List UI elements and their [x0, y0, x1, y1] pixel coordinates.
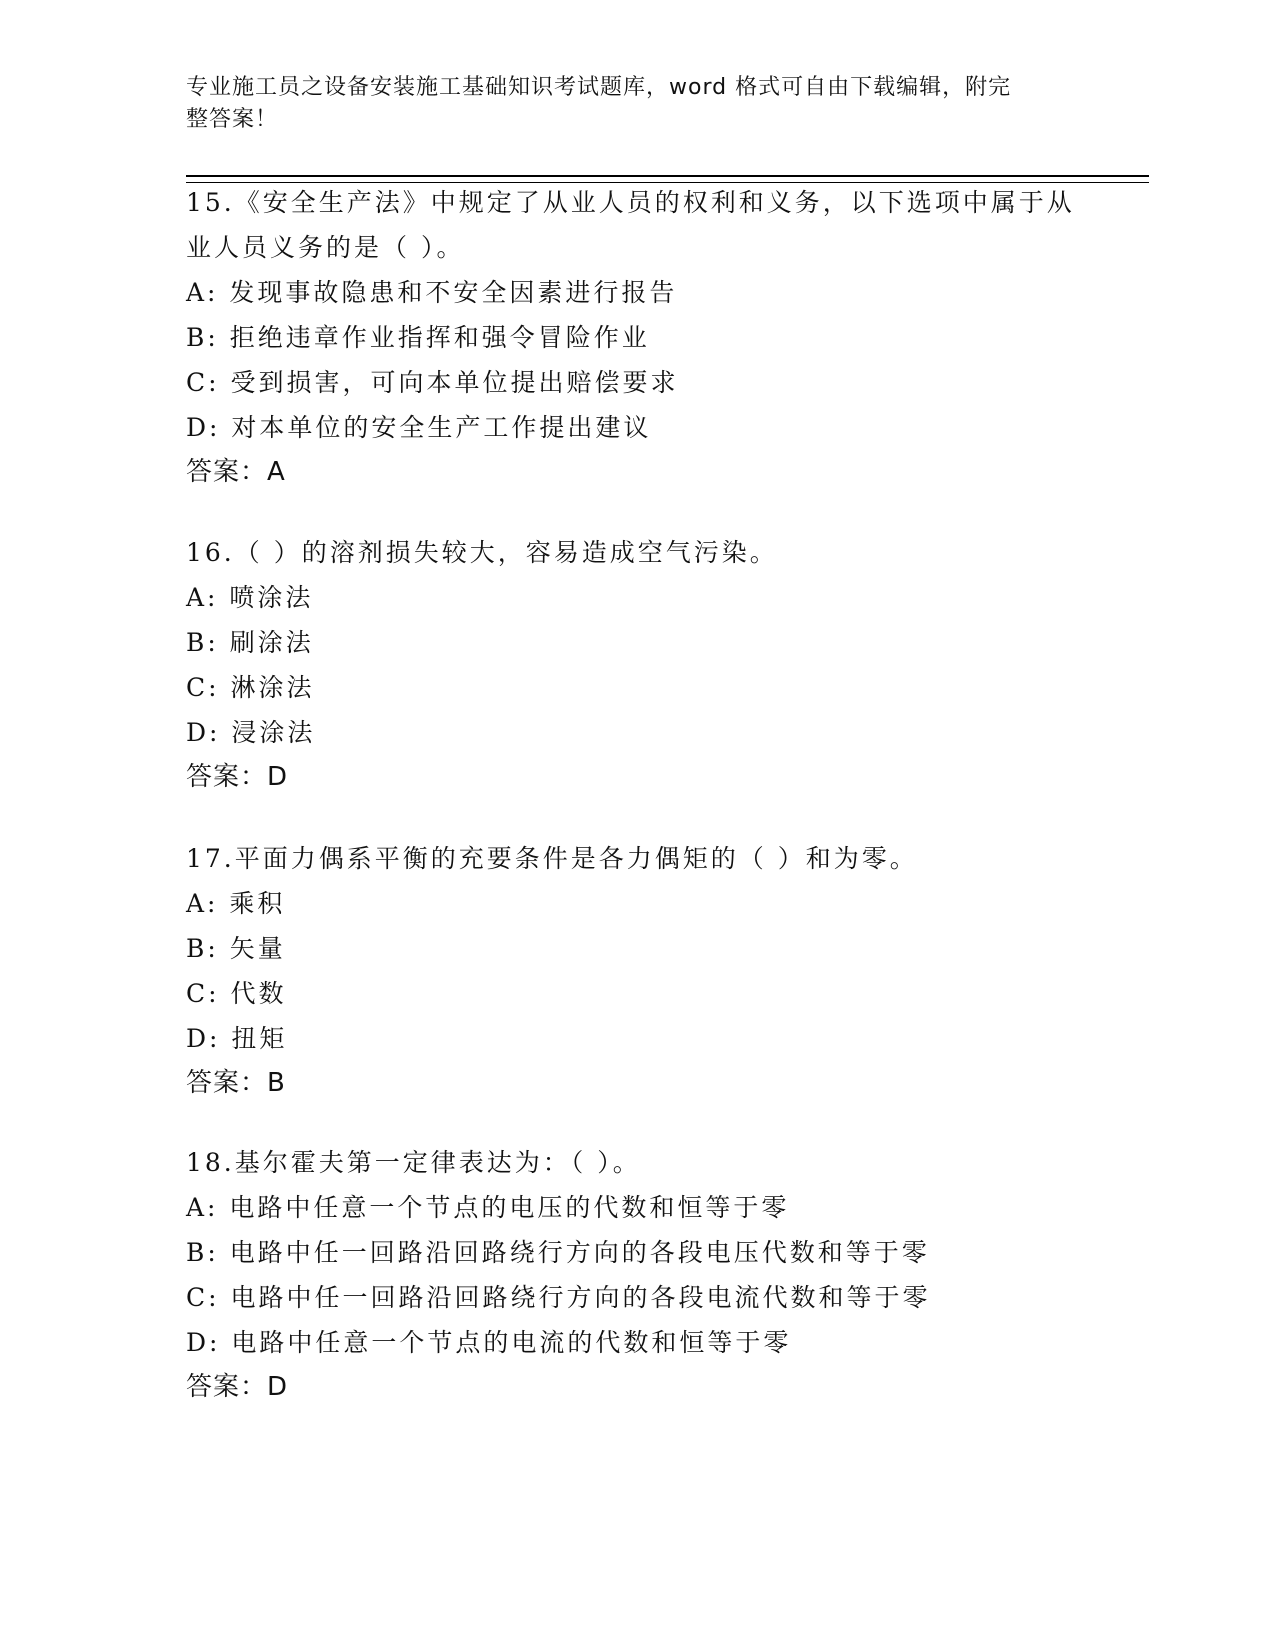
question-18 — [186, 1140, 1086, 1410]
question-17 — [186, 836, 1086, 1106]
question-stem: 18.基尔霍夫第一定律表达为：（ ）。 — [186, 1148, 641, 1177]
option-d: D: 对本单位的安全生产工作提出建议 — [186, 413, 652, 442]
option-a: A: 发现事故隐患和不安全因素进行报告 — [186, 278, 678, 307]
option-a: A: 乘积 — [186, 889, 286, 918]
option-c: C: 受到损害，可向本单位提出赔偿要求 — [186, 368, 679, 397]
option-c: C: 淋涂法 — [186, 673, 315, 702]
answer: 答案：B — [186, 1068, 286, 1098]
document-header — [186, 72, 1066, 136]
answer: 答案：A — [186, 457, 286, 487]
answer: 答案：D — [186, 1372, 289, 1402]
option-b: B: 刷涂法 — [186, 628, 314, 657]
question-stem: 15.《安全生产法》中规定了从业人员的权利和义务，以下选项中属于从业人员义务的是（ ）。 — [186, 188, 1075, 262]
header-divider-thick — [186, 175, 1149, 177]
option-b: B: 拒绝违章作业指挥和强令冒险作业 — [186, 323, 650, 352]
option-c: C: 电路中任一回路沿回路绕行方向的各段电流代数和等于零 — [186, 1283, 931, 1312]
option-a: A: 喷涂法 — [186, 583, 314, 612]
option-d: D: 扭矩 — [186, 1024, 288, 1053]
header-line-1: 专业施工员之设备安装施工基础知识考试题库，word 格式可自由下载编辑，附完 — [186, 75, 1012, 100]
question-stem: 17.平面力偶系平衡的充要条件是各力偶矩的（ ）和为零。 — [186, 844, 918, 873]
option-b: B: 矢量 — [186, 934, 286, 963]
option-d: D: 浸涂法 — [186, 718, 316, 747]
question-15 — [186, 180, 1086, 495]
option-a: A: 电路中任意一个节点的电压的代数和恒等于零 — [186, 1193, 790, 1222]
option-d: D: 电路中任意一个节点的电流的代数和恒等于零 — [186, 1328, 792, 1357]
option-c: C: 代数 — [186, 979, 287, 1008]
question-stem: 16.（ ）的溶剂损失较大，容易造成空气污染。 — [186, 538, 778, 567]
answer: 答案：D — [186, 762, 289, 792]
option-b: B: 电路中任一回路沿回路绕行方向的各段电压代数和等于零 — [186, 1238, 930, 1267]
question-16 — [186, 530, 1086, 800]
header-line-2: 整答案！ — [186, 107, 279, 132]
